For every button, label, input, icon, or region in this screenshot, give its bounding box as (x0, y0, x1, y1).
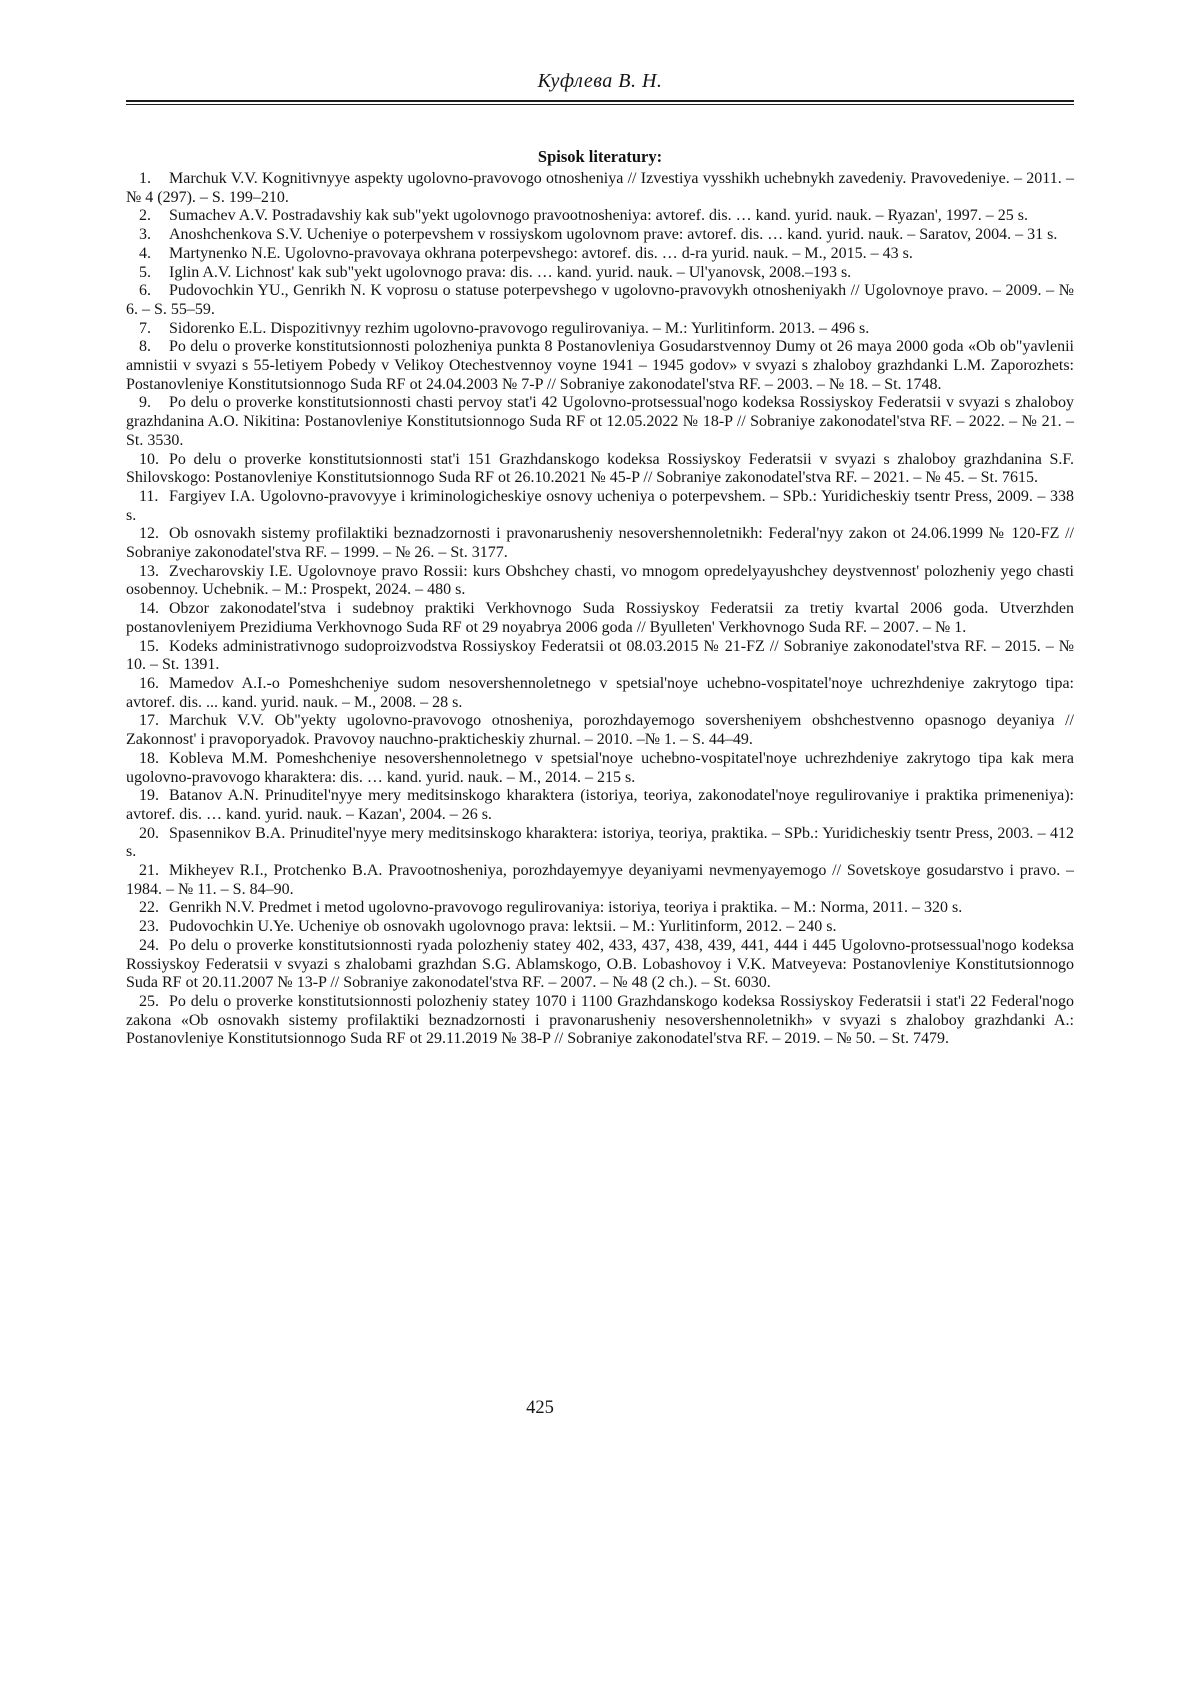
reference-text: Pudovochkin YU., Genrikh N. K voprosu o statuse poterpevshego v ugolovno-pravovykh otnosheniyakh // Ugolovnoye pravo. – 2009. – № 6. – S. 55–59. (126, 282, 1074, 318)
reference-item (126, 712, 1074, 749)
reference-item (126, 338, 1074, 394)
reference-item (126, 937, 1074, 993)
reference-number: 4. (139, 244, 151, 262)
reference-item (126, 750, 1074, 787)
reference-item (126, 862, 1074, 899)
reference-text: Fargiyev I.A. Ugolovno-pravovyye i kriminologicheskiye osnovy ucheniya o poterpevshem. – SPb.: Yuridicheskiy tsentr Press, 2009. – 338 s. (126, 487, 1074, 524)
reference-number: 14. (139, 600, 159, 618)
reference-number: 16. (139, 674, 159, 692)
reference-text: Kodeks administrativnogo sudoproizvodstva Rossiyskoy Federatsii ot 08.03.2015 № 21-FZ // Sobraniye zakonodatel'stva RF. – 2015. – № 10. – St. 1391. (126, 637, 1074, 674)
reference-text: Marchuk V.V. Kognitivnyye aspekty ugolovno-pravovogo otnosheniya // Izvestiya vysshikh uchebnykh zavedeniy. Pravovedeniye. – 2011. – № 4 (297). – S. 199–210. (126, 170, 1074, 206)
running-head: Куфлева В. Н. (537, 70, 663, 92)
reference-item (126, 787, 1074, 824)
header-rule (126, 100, 1074, 105)
reference-text: Po delu o proverke konstitutsionnosti ryada polozheniy statey 402, 433, 437, 438, 439, 441, 444 i 445 Ugolovno-protsessual'nogo kodeksa Rossiyskoy Federatsii v svyazi s zhalobami grazhdan S.G. Ablamskogo, O.B. Lobashovoy i V.K. Matveyeva: Postanovleniye Konstitutsionnogo Suda RF ot 20.11.2007 № 13-P // Sobraniye zakonodatel'stva RF. – 2007. – № 48 (2 ch.). – St. 6030. (126, 936, 1074, 992)
reference-number: 13. (139, 562, 159, 580)
reference-text: Anoshchenkova S.V. Ucheniye o poterpevshem v rossiyskom ugolovnom prave: avtoref. dis. … kand. yurid. nauk. – Saratov, 2004. – 31 s. (169, 226, 1058, 244)
reference-number: 7. (139, 319, 151, 337)
reference-text: Spasennikov B.A. Prinuditel'nyye mery meditsinskogo kharaktera: istoriya, teoriya, praktika. – SPb.: Yuridicheskiy tsentr Press, 2003. – 412 s. (126, 824, 1074, 861)
reference-item (126, 638, 1074, 675)
reference-number: 8. (139, 338, 151, 356)
reference-text: Batanov A.N. Prinuditel'nyye mery meditsinskogo kharaktera (istoriya, teoriya, zakonodatel'noye regulirovaniye i praktika primeneniya): avtoref. dis. … kand. yurid. nauk. – Kazan', 2004. – 26 s. (126, 787, 1074, 823)
reference-number: 20. (139, 824, 159, 842)
reference-text: Mikheyev R.I., Protchenko B.A. Pravootnosheniya, porozhdayemyye deyaniyami nevmenyayemogo // Sovetskoye gosudarstvo i pravo. – 1984. – № 11. – S. 84–90. (126, 862, 1074, 898)
reference-item (126, 170, 1074, 207)
reference-number: 1. (139, 170, 151, 187)
reference-number: 21. (139, 862, 159, 880)
reference-number: 2. (139, 207, 151, 225)
reference-text: Po delu o proverke konstitutsionnosti polozheniy statey 1070 i 1100 Grazhdanskogo kodeksa Rossiyskoy Federatsii i stat'i 22 Federal'nogo zakona «Ob osnovakh sistemy profilaktiki beznadzornosti i pravonarusheniy nesovershennoletnikh» v svyazi s zhaloboy grazhdanki A.: Postanovleniye Konstitutsionnogo Suda RF ot 29.11.2019 № 38-P // Sobraniye zakonodatel'stva RF. – 2019. – № 50. – St. 7479. (126, 992, 1074, 1048)
references-title: Spisok literatury: (537, 147, 663, 166)
reference-item (126, 918, 1074, 937)
reference-number: 3. (139, 226, 151, 244)
reference-item (126, 245, 1074, 264)
reference-item (126, 675, 1074, 712)
reference-number: 12. (139, 525, 159, 543)
page-number: 425 (526, 1398, 554, 1418)
reference-number: 17. (139, 712, 159, 730)
reference-text: Kobleva M.M. Pomeshcheniye nesovershennoletnego v spetsial'noye uchebno-vospitatel'noye uchrezhdeniye zakrytogo tipa kak mera ugolovno-pravovogo kharaktera: dis. … kand. yurid. nauk. – M., 2014. – 215 s. (126, 749, 1074, 786)
reference-number: 24. (139, 936, 159, 954)
reference-number: 19. (139, 787, 159, 805)
references-list (126, 170, 1074, 1049)
reference-text: Zvecharovskiy I.E. Ugolovnoye pravo Rossii: kurs Obshchey chasti, vo mnogom opredelyayushchey deystvennost' polozheniy yego chasti osobennoy. Uchebnik. – M.: Prospekt, 2024. – 480 s. (126, 562, 1074, 599)
reference-text: Sumachev A.V. Postradavshiy kak sub"yekt ugolovnogo pravootnosheniya: avtoref. dis. … kand. yurid. nauk. – Ryazan', 1997. – 25 s. (169, 207, 1029, 225)
reference-item (126, 899, 1074, 918)
reference-text: Iglin A.V. Lichnost' kak sub"yekt ugolovnogo prava: dis. … kand. yurid. nauk. – Ul'yanovsk, 2008.–193 s. (169, 263, 852, 281)
reference-text: Genrikh N.V. Predmet i metod ugolovno-pravovogo regulirovaniya: istoriya, teoriya i praktika. – M.: Norma, 2011. – 320 s. (169, 899, 963, 917)
reference-item (126, 264, 1074, 283)
reference-number: 9. (139, 394, 151, 412)
reference-number: 25. (139, 992, 159, 1010)
reference-number: 23. (139, 918, 159, 936)
reference-number: 6. (139, 282, 151, 300)
reference-item (126, 394, 1074, 450)
reference-number: 22. (139, 899, 159, 917)
reference-text: Sidorenko E.L. Dispozitivnyy rezhim ugolovno-pravovogo regulirovaniya. – M.: Yurlitinform. 2013. – 496 s. (169, 319, 870, 337)
reference-item (126, 825, 1074, 862)
reference-text: Pudovochkin U.Ye. Ucheniye ob osnovakh ugolovnogo prava: lektsii. – M.: Yurlitinform, 2012. – 240 s. (169, 918, 837, 936)
reference-text: Ob osnovakh sistemy profilaktiki beznadzornosti i pravonarusheniy nesovershennoletnikh: Federal'nyy zakon ot 24.06.1999 № 120-FZ // Sobraniye zakonodatel'stva RF. – 1999. – № 26. – St. 3177. (126, 525, 1074, 562)
reference-number: 15. (139, 637, 159, 655)
reference-item (126, 320, 1074, 339)
reference-item (126, 600, 1074, 637)
reference-number: 10. (139, 450, 159, 468)
reference-number: 11. (139, 487, 159, 505)
reference-item (126, 282, 1074, 319)
reference-text: Martynenko N.E. Ugolovno-pravovaya okhrana poterpevshego: avtoref. dis. … d-ra yurid. nauk. – M., 2015. – 43 s. (169, 244, 913, 262)
reference-text: Po delu o proverke konstitutsionnosti stat'i 151 Grazhdanskogo kodeksa Rossiyskoy Federatsii v svyazi s zhaloboy grazhdanina S.F. Shilovskogo: Postanovleniye Konstitutsionnogo Suda RF ot 26.10.2021 № 45-P // Sobraniye zakonodatel'stva RF. – 2021. – № 45. – St. 7615. (126, 450, 1074, 487)
reference-item (126, 488, 1074, 525)
document-page (0, 70, 1200, 1697)
reference-item (126, 525, 1074, 562)
reference-item (126, 563, 1074, 600)
reference-item (126, 451, 1074, 488)
reference-text: Marchuk V.V. Ob"yekty ugolovno-pravovogo otnosheniya, porozhdayemogo soversheniyem obshchestvenno opasnogo deyaniya // Zakonnost' i pravoporyadok. Pravovoy nauchno-prakticheskiy zhurnal. – 2010. –№ 1. – S. 44–49. (126, 712, 1074, 749)
reference-text: Po delu o proverke konstitutsionnosti polozheniya punkta 8 Postanovleniya Gosudarstvennoy Dumy ot 26 maya 2000 goda «Ob ob"yavlenii amnistii v svyazi s 55-letiyem Pobedy v Velikoy Otechestvennoy voyne 1941 – 1945 godov» v svyazi s zhaloboy grazhdanki L.M. Zaporozhets: Postanovleniye Konstitutsionnogo Suda RF ot 24.04.2003 № 7-P // Sobraniye zakonodatel'stva RF. – 2003. – № 18. – St. 1748. (126, 338, 1074, 393)
reference-number: 5. (139, 263, 151, 281)
reference-number: 18. (139, 749, 159, 767)
reference-item (126, 993, 1074, 1049)
reference-text: Po delu o proverke konstitutsionnosti chasti pervoy stat'i 42 Ugolovno-protsessual'nogo kodeksa Rossiyskoy Federatsii v svyazi s zhaloboy grazhdanina A.O. Nikitina: Postanovleniye Konstitutsionnogo Suda RF ot 12.05.2022 № 18-P // Sobraniye zakonodatel'stva RF. – 2022. – № 21. – St. 3530. (126, 394, 1074, 449)
reference-text: Mamedov A.I.-o Pomeshcheniye sudom nesovershennoletnego v spetsial'noye uchebno-vospitatel'noye uchrezhdeniye zakrytogo tipa: avtoref. dis. ... kand. yurid. nauk. – M., 2008. – 28 s. (126, 674, 1074, 711)
reference-item (126, 226, 1074, 245)
reference-text: Obzor zakonodatel'stva i sudebnoy praktiki Verkhovnogo Suda Rossiyskoy Federatsii za tretiy kvartal 2006 goda. Utverzhden postanovleniyem Prezidiuma Verkhovnogo Suda RF ot 29 noyabrya 2006 goda // Byulleten' Verkhovnogo Suda RF. – 2007. – № 1. (126, 600, 1074, 636)
reference-item (126, 207, 1074, 226)
